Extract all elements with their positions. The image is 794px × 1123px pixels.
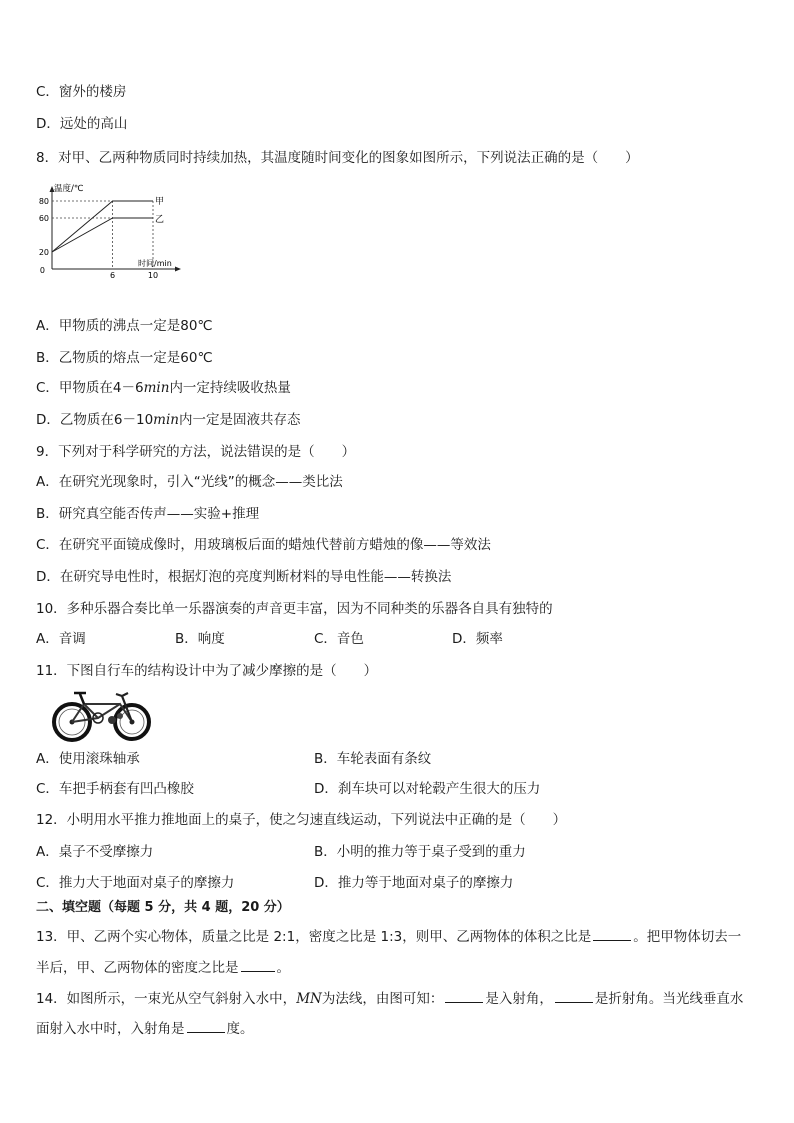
q11-option-a: A．使用滚珠轴承 — [36, 751, 140, 767]
q14-line-1: 14．如图所示，一束光从空气斜射入水中，MN为法线，由图可知： 是入射角， 是折射角。当光线垂直水 — [36, 988, 743, 1008]
q9-stem: 9．下列对于科学研究的方法，说法错误的是（ ） — [36, 444, 356, 460]
q10-stem: 10．多种乐器合奏比单一乐器演奏的声音更丰富，因为不同种类的乐器各自具有独特的 — [36, 601, 553, 617]
y-tick-80: 80 — [38, 197, 49, 206]
bicycle-seat — [74, 693, 86, 704]
q12-option-b: B．小明的推力等于桌子受到的重力 — [314, 844, 526, 860]
y-tick-20: 20 — [38, 248, 49, 257]
series-jia-line — [52, 201, 153, 252]
q8-stem: 8．对甲、乙两种物质同时持续加热，其温度随时间变化的图象如图所示，下列说法正确的是（ ） — [36, 150, 639, 166]
q13-line-2: 半后，甲、乙两物体的密度之比是 。 — [36, 957, 290, 977]
q9-option-d: D．在研究导电性时，根据灯泡的亮度判断材料的导电性能——转换法 — [36, 569, 452, 585]
q12-option-d: D．推力等于地面对桌子的摩擦力 — [314, 875, 514, 891]
x-axis-label: 时间/min — [138, 259, 172, 268]
q10-option-d: D．频率 — [452, 631, 503, 647]
q8-option-b: B．乙物质的熔点一定是60℃ — [36, 350, 213, 366]
q9-option-b: B．研究真空能否传声——实验+推理 — [36, 506, 260, 522]
q11-stem: 11．下图自行车的结构设计中为了减少摩擦的是（ ） — [36, 663, 378, 679]
q12-option-a: A．桌子不受摩擦力 — [36, 844, 154, 860]
x-tick-10: 10 — [147, 271, 159, 279]
y-axis-label: 温度/℃ — [54, 184, 84, 194]
q8-option-d: D．乙物质在6－10min内一定是固液共存态 — [36, 412, 301, 428]
q10-option-a: A．音调 — [36, 631, 86, 647]
q7-option-c: C．窗外的楼房 — [36, 84, 127, 100]
q14-blank-1[interactable] — [445, 988, 483, 1003]
q8-option-a: A．甲物质的沸点一定是80℃ — [36, 318, 213, 334]
q9-option-c: C．在研究平面镜成像时，用玻璃板后面的蜡烛代替前方蜡烛的像——等效法 — [36, 537, 491, 553]
legend-jia: 甲 — [155, 197, 165, 207]
q9-option-a: A．在研究光现象时，引入“光线”的概念——类比法 — [36, 474, 343, 490]
q11-option-b: B．车轮表面有条纹 — [314, 751, 432, 767]
q14-blank-3[interactable] — [187, 1018, 225, 1033]
origin-label: 0 — [39, 266, 45, 275]
y-tick-60: 60 — [38, 214, 49, 223]
q7-option-d: D．远处的高山 — [36, 116, 128, 132]
q12-option-c: C．推力大于地面对桌子的摩擦力 — [36, 875, 235, 891]
q12-stem: 12．小明用水平推力推地面上的桌子，使之匀速直线运动，下列说法中正确的是（ ） — [36, 812, 567, 828]
q8-option-c: C．甲物质在4－6min内一定持续吸收热量 — [36, 380, 291, 396]
x-tick-6: 6 — [110, 271, 116, 279]
q14-line-2: 面射入水中时，入射角是 度。 — [36, 1018, 254, 1038]
q14-blank-2[interactable] — [555, 988, 593, 1003]
q13-blank-1[interactable] — [593, 926, 631, 941]
q10-option-b: B．响度 — [175, 631, 225, 647]
bicycle-image — [50, 690, 154, 742]
q10-option-c: C．音色 — [314, 631, 364, 647]
series-yi-line — [52, 218, 153, 252]
section-heading: 二、填空题（每题 5 分，共 4 题，20 分） — [36, 900, 290, 915]
q11-option-c: C．车把手柄套有凹凸橡胶 — [36, 781, 194, 797]
q11-option-d: D．刹车块可以对轮毂产生很大的压力 — [314, 781, 541, 797]
q13-blank-2[interactable] — [241, 957, 275, 972]
temperature-time-chart — [34, 183, 184, 279]
legend-yi: 乙 — [155, 215, 165, 225]
q13-line-1: 13．甲、乙两个实心物体，质量之比是 2:1，密度之比是 1:3，则甲、乙两物体的体积之比是 。把甲物体切去一 — [36, 926, 741, 946]
x-axis-arrow — [175, 267, 181, 272]
